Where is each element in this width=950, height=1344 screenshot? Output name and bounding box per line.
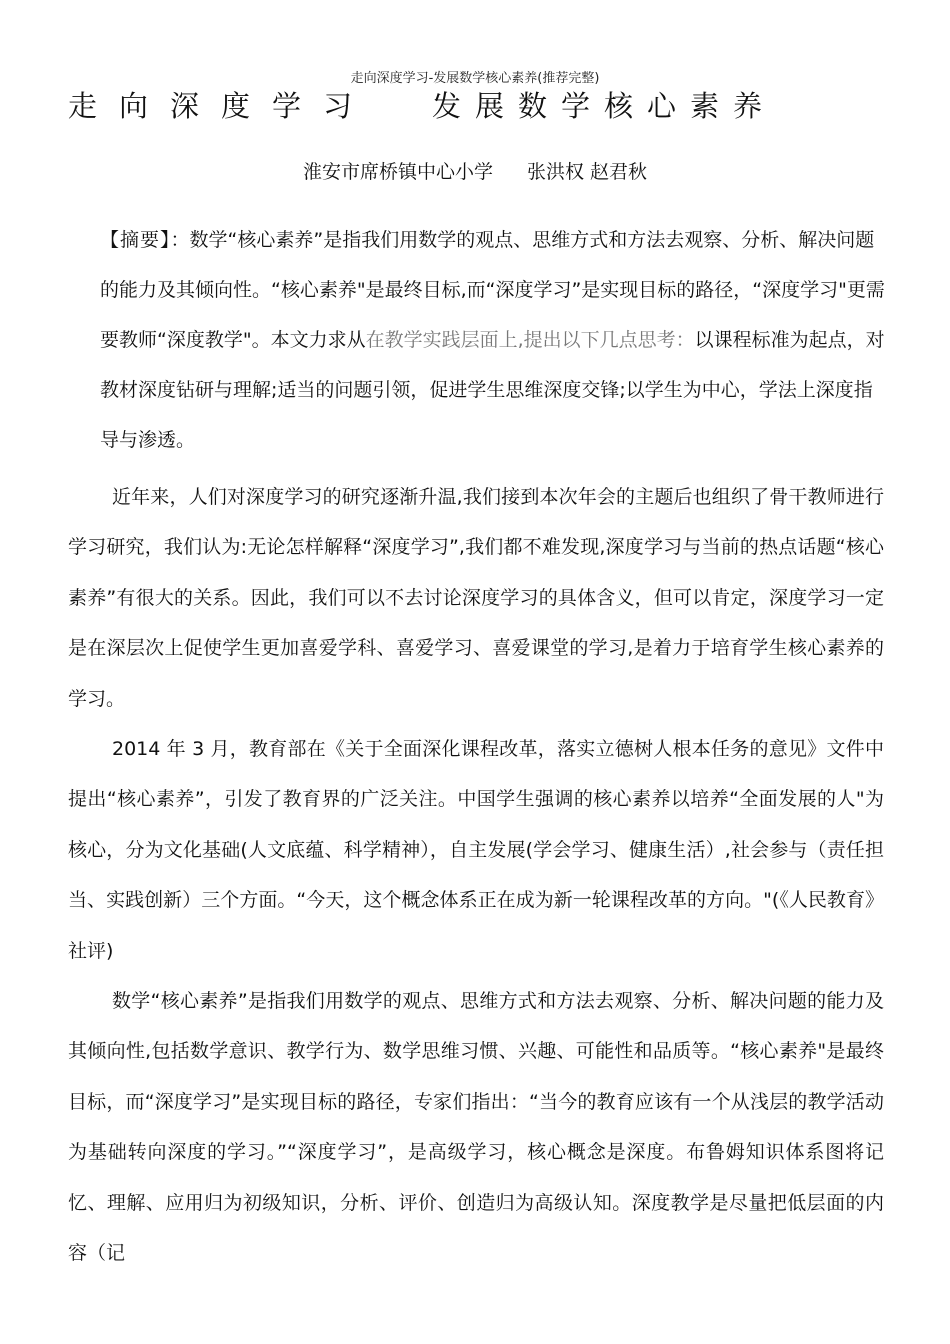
author-names: 张洪权 赵君秋 [526, 161, 648, 183]
title-part-1: 走向深度学习 [68, 88, 375, 123]
document-title [68, 82, 884, 126]
abstract-text-1: ：数学“核心素养”是指我们用数学的观点、思维方式和方法去观察、分析、解决问题的能力及其倾向性。“核心素养"是最终目标,而“深度学习”是实现目标的路径，“深度学习"更需要教师“深度教学"。本文力求从 [100, 229, 885, 351]
abstract-text-2: 以课程标准为起点，对教材深度钻研与理解;适当的问题引领，促进学生思维深度交锋;以学生为中心，学法上深度指导与渗透。 [100, 329, 885, 451]
paragraph-2: 2014 年 3 月，教育部在《关于全面深化课程改革，落实立德树人根本任务的意见》文件中提出“核心素养”，引发了教育界的广泛关注。中国学生强调的核心素养以培养“全面发展的人"为核心，分为文化基础(人文底蕴、科学精神），自主发展(学会学习、健康生活）,社会参与（责任担当、实践创新）三个方面。“今天，这个概念体系正在成为新一轮课程改革的方向。"(《人民教育》社评) [68, 738, 884, 962]
abstract-text-grey: 在教学实践层面上,提出以下几点思考： [365, 329, 695, 351]
body-text [68, 472, 884, 1279]
school-name: 淮安市席桥镇中心小学 [302, 161, 493, 183]
paragraph-3: 数学“核心素养”是指我们用数学的观点、思维方式和方法去观察、分析、解决问题的能力及其倾向性,包括数学意识、教学行为、数学思维习惯、兴趣、可能性和品质等。“核心素养"是最终目标，而“深度学习”是实现目标的路径，专家们指出：“当今的教育应该有一个从浅层的教学活动为基础转向深度的学习。”“深度学习”，是高级学习，核心概念是深度。布鲁姆知识体系图将记忆、理解、应用归为初级知识，分析、评价、创造归为高级认知。深度教学是尽量把低层面的内容（记 [68, 990, 884, 1265]
title-part-2: 发展数学核心素养 [432, 88, 777, 123]
running-header: 走向深度学习-发展数学核心素养(推荐完整) [350, 71, 600, 86]
abstract-tag: 【摘要】 [100, 229, 171, 251]
abstract [100, 215, 885, 465]
author-line [0, 157, 950, 184]
paragraph-1: 近年来，人们对深度学习的研究逐渐升温,我们接到本次年会的主题后也组织了骨干教师进行学习研究，我们认为:无论怎样解释“深度学习”,我们都不难发现,深度学习与当前的热点话题“核心素养”有很大的关系。因此，我们可以不去讨论深度学习的具体含义，但可以肯定，深度学习一定是在深层次上促使学生更加喜爱学科、喜爱学习、喜爱课堂的学习,是着力于培育学生核心素养的学习。 [68, 486, 884, 710]
